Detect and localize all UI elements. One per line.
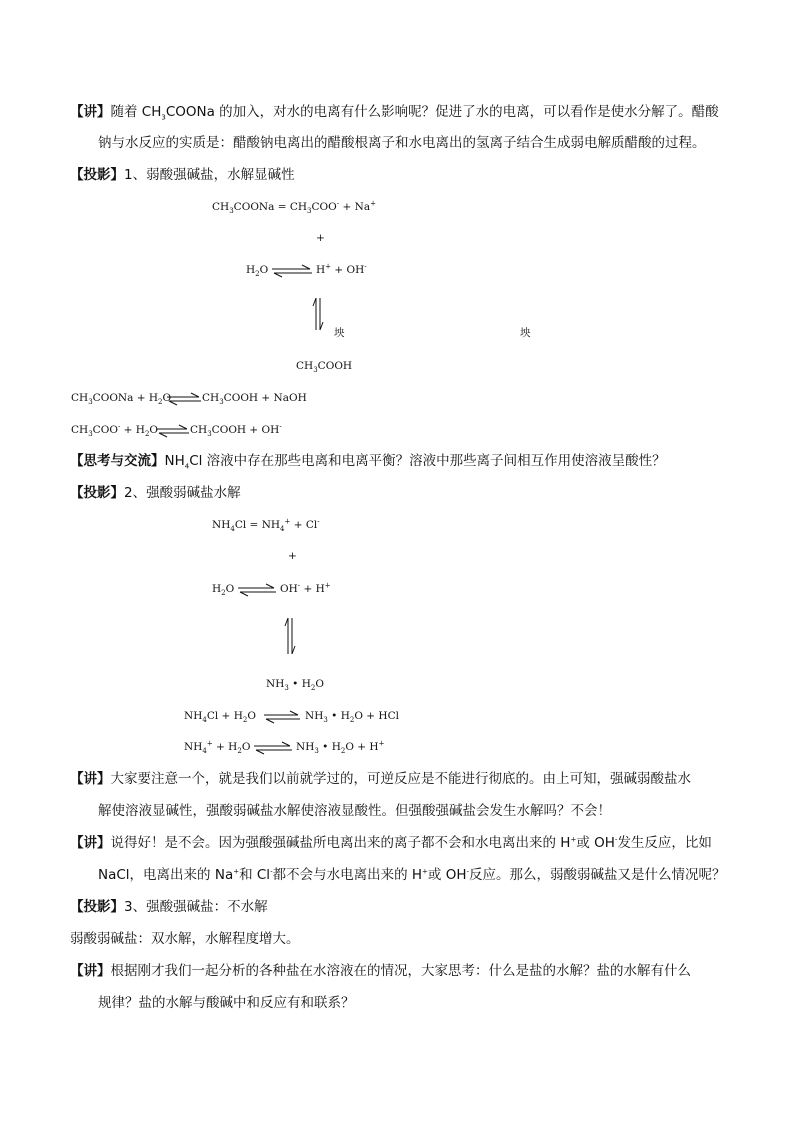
equilibrium-arrow [270, 264, 314, 278]
scheme1-plus: + [316, 232, 325, 244]
equation-3-right: $NH_3$ • $H_2O$ + HCl [305, 710, 399, 725]
scheme2-water-left: $H_2O$ [212, 583, 235, 598]
para4-line2: 规律？盐的水解与酸碱中和反应有和联系？ [98, 995, 355, 1011]
para3-line2: NaCl，电离出来的 Na+和 Cl-都不会与水电离出来的 H+或 OH-反应。那么，弱酸弱碱盐又是什么情况呢？ [98, 867, 726, 883]
scheme2-dissociation: $NH_4Cl = NH_4^+ + Cl^-$ [212, 517, 320, 534]
scheme1-side-mark-2: 坱 [520, 327, 531, 339]
equation-4-right: $NH_3$ • $H_2O + H^+$ [296, 739, 385, 756]
projection-tag: 【投影】 [70, 167, 124, 183]
para1-line1: 【讲】随着 $CH_3COONa$ 的加入，对水的电离有什么影响呢？促进了水的电离，可以看作是使水分解了。醋酸 [70, 104, 719, 122]
vertical-equilibrium-arrow [284, 614, 296, 658]
para2-line1: 【讲】大家要注意一个，就是我们以前就学过的，可逆反应是不能进行彻底的。由上可知，强碱弱酸盐水 [70, 771, 691, 787]
speak-tag: 【讲】 [70, 771, 111, 787]
scheme1-water-left: $H_2O$ [246, 264, 269, 279]
para4-line1: 【讲】根据刚才我们一起分析的各种盐在水溶液在的情况，大家思考：什么是盐的水解？盐的水解有什么 [70, 963, 691, 979]
weak-acid-weak-base-line: 弱酸弱碱盐：双水解，水解程度增大。 [70, 931, 300, 947]
equation-2-right: $CH_3COOH + OH^-$ [190, 422, 282, 439]
speak-tag: 【讲】 [70, 104, 111, 120]
para1-line2: 钠与水反应的实质是：醋酸钠电离出的醋酸根离子和水电离出的氢离子结合生成弱电解质醋酸的过程。 [98, 135, 706, 151]
para2-line2: 解使溶液显碱性，强酸弱碱盐水解使溶液显酸性。但强酸强碱盐会发生水解吗？不会！ [98, 803, 611, 819]
para3-line1: 【讲】说得好！是不会。因为强酸强碱盐所电离出来的离子都不会和水电离出来的 H+或 OH-发生反应，比如 [70, 835, 712, 851]
equilibrium-arrow [155, 424, 191, 438]
scheme2-plus: + [288, 550, 297, 562]
equilibrium-arrow [236, 583, 278, 597]
scheme2-water-ions: OH- + H+ [280, 581, 331, 595]
equation-4-left: $NH_4^+ + H_2O$ [184, 739, 251, 756]
speak-tag: 【讲】 [70, 963, 111, 979]
scheme1-dissociation: $CH_3COONa = CH_3COO^- + Na^+$ [212, 199, 376, 216]
equation-1-right: $CH_3COOH$ + NaOH [202, 392, 307, 407]
projection-tag: 【投影】 [70, 485, 124, 501]
scheme2-product: $NH_3$ • $H_2O$ [266, 678, 324, 693]
equation-1-left: $CH_3COONa + H_2O$ [71, 392, 172, 407]
equilibrium-arrow [262, 710, 302, 724]
equation-3-left: $NH_4Cl + H_2O$ [184, 710, 256, 725]
equilibrium-arrow [165, 392, 203, 406]
think-tag: 【思考与交流】 [70, 453, 165, 469]
projection-3: 【投影】3、强酸强碱盐：不水解 [70, 899, 268, 915]
speak-tag: 【讲】 [70, 835, 111, 851]
vertical-equilibrium-arrow [312, 294, 324, 334]
projection-1: 【投影】1、弱酸强碱盐，水解显碱性 [70, 167, 295, 183]
equilibrium-arrow [252, 741, 294, 755]
equation-2-left: $CH_3COO^- + H_2O$ [71, 422, 159, 439]
scheme1-side-mark-1: 坱 [334, 327, 345, 339]
think-and-discuss: 【思考与交流】$NH_4Cl$ 溶液中存在那些电离和电离平衡？溶液中那些离子间相互作用使溶液呈酸性？ [70, 453, 666, 471]
scheme1-water-ions: H+ + OH- [316, 262, 367, 276]
projection-2: 【投影】2、强酸弱碱盐水解 [70, 485, 241, 501]
scheme1-product: $CH_3COOH$ [296, 360, 353, 375]
projection-tag: 【投影】 [70, 899, 124, 915]
